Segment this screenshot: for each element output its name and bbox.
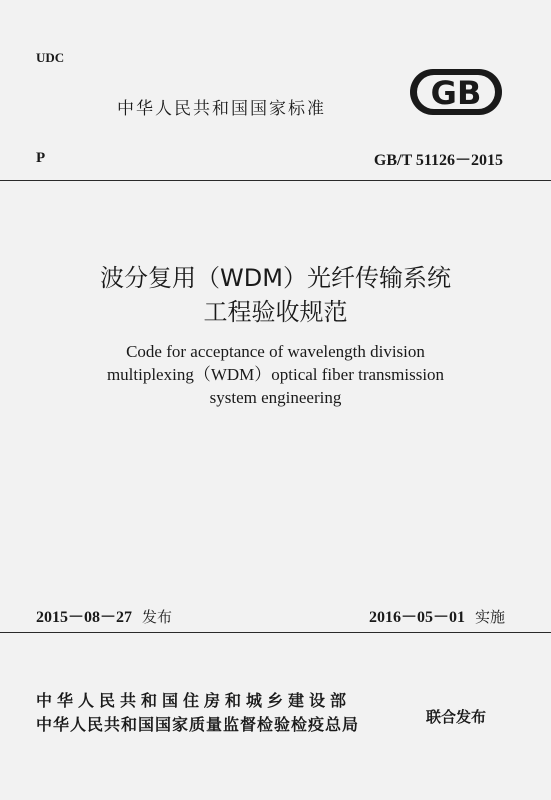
standard-number: GB/T 51126－2015 xyxy=(373,152,503,169)
title-cn-line2: 工程验收规范 xyxy=(203,298,348,326)
gb-logo-text: GB xyxy=(430,74,482,112)
issuer-line2: 中华人民共和国国家质量监督检验检疫总局 xyxy=(36,715,360,734)
publish-date: 2015－08－27 xyxy=(36,609,133,626)
title-en-line2: multiplexing（WDM）optical fiber transmission xyxy=(106,365,445,384)
issuer-line1: 中华人民共和国住房和城乡建设部 xyxy=(36,691,352,710)
publish-label: 发布 xyxy=(142,608,173,626)
category-code: P xyxy=(36,150,46,166)
implement-date: 2016－05－01 xyxy=(368,609,465,626)
title-cn-line1: 波分复用（WDM）光纤传输系统 xyxy=(100,264,451,292)
gb-logo xyxy=(408,67,504,117)
bottom-divider xyxy=(0,632,551,633)
implement-label: 实施 xyxy=(474,608,505,626)
title-en-line1: Code for acceptance of wavelength division xyxy=(126,342,425,361)
udc-label: UDC xyxy=(36,50,65,65)
joint-issue-label: 联合发布 xyxy=(426,708,487,726)
publish-date-block xyxy=(36,604,172,627)
top-divider xyxy=(0,180,551,181)
title-en-line3: system engineering xyxy=(209,388,342,407)
implement-date-block xyxy=(369,604,505,627)
standard-type: 中华人民共和国国家标准 xyxy=(117,99,326,119)
